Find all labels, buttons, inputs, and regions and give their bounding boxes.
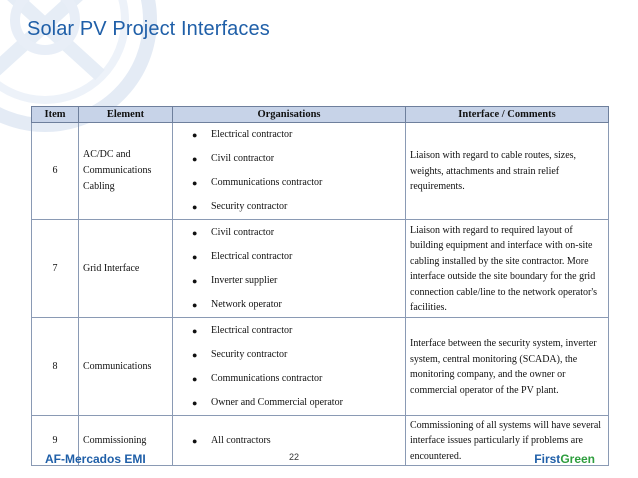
bullet-icon: ● (192, 154, 198, 164)
organisation-name: Communications contractor (211, 177, 323, 188)
organisations-cell (173, 318, 406, 416)
bullet-icon: ● (192, 202, 198, 212)
bullet-icon: ● (192, 349, 198, 360)
bullet-icon: ● (192, 435, 198, 446)
bullet-icon: ● (192, 227, 198, 238)
header-interface-comments: Interface / Comments (406, 107, 609, 123)
brand-green: Green (560, 452, 595, 466)
footer-brand (534, 452, 595, 466)
footer-company-name: AF-Mercados EMI (45, 452, 146, 466)
organisation-name: Inverter supplier (211, 274, 278, 286)
bullet-icon: ● (192, 299, 198, 310)
organisation-name: Electrical contractor (211, 250, 293, 262)
list-item (181, 221, 405, 245)
organisation-name: Owner and Commercial operator (211, 396, 343, 408)
comment-cell: Liaison with regard to cable routes, sizes, weights, attachments and strain relief requirements. (406, 123, 609, 220)
list-item (181, 269, 405, 293)
element-cell: Communications (79, 318, 173, 416)
brand-first: First (534, 452, 561, 466)
table-row (32, 220, 609, 318)
organisation-name: Electrical contractor (211, 324, 293, 336)
organisation-name: Civil contractor (211, 153, 275, 164)
bullet-icon: ● (192, 130, 198, 140)
item-cell: 9 (32, 416, 79, 466)
list-item (181, 147, 405, 171)
organisation-name: Network operator (211, 298, 282, 310)
slide-title: Solar PV Project Interfaces (27, 18, 270, 40)
bullet-icon: ● (192, 275, 198, 286)
organisation-name: Security contractor (211, 201, 288, 212)
item-cell: 8 (32, 318, 79, 416)
list-item (181, 293, 405, 317)
comment-cell: Commissioning of all systems will have several interface issues particularly if problems are encountered. (406, 416, 609, 466)
list-item (181, 343, 405, 367)
list-item (181, 195, 405, 219)
list-item (181, 429, 405, 453)
element-cell: Grid Interface (79, 220, 173, 318)
header-item: Item (32, 107, 79, 123)
table-header-row (32, 107, 609, 123)
list-item (181, 171, 405, 195)
organisation-name: Communications contractor (211, 372, 323, 384)
interfaces-table (31, 106, 609, 466)
comment-cell: Liaison with regard to required layout of building equipment and interface with on-site cabling installed by the site contractor. More interface outside the site boundary for the grid connection cable/line to the network operator's facilities. (406, 220, 609, 318)
bullet-icon: ● (192, 325, 198, 336)
organisation-name: Electrical contractor (211, 129, 293, 140)
interfaces-table-container (31, 106, 608, 466)
list-item (181, 123, 405, 147)
organisations-cell (173, 220, 406, 318)
list-item (181, 391, 405, 415)
organisation-name: All contractors (211, 434, 271, 446)
list-item (181, 245, 405, 269)
table-row (32, 318, 609, 416)
table-row (32, 123, 609, 220)
bullet-icon: ● (192, 251, 198, 262)
header-element: Element (79, 107, 173, 123)
organisation-name: Civil contractor (211, 226, 275, 238)
organisations-cell (173, 123, 406, 220)
element-cell: AC/DC and Communications Cabling (79, 123, 173, 220)
bullet-icon: ● (192, 373, 198, 384)
header-organisations: Organisations (173, 107, 406, 123)
comment-cell: Interface between the security system, inverter system, central monitoring (SCADA), the monitoring company, and the owner or commercial operator of the PV plant. (406, 318, 609, 416)
item-cell: 7 (32, 220, 79, 318)
page-number: 22 (289, 452, 300, 462)
list-item (181, 319, 405, 343)
bullet-icon: ● (192, 397, 198, 408)
bullet-icon: ● (192, 178, 198, 188)
organisation-name: Security contractor (211, 348, 288, 360)
list-item (181, 367, 405, 391)
element-cell: Commissioning (79, 416, 173, 466)
item-cell: 6 (32, 123, 79, 220)
